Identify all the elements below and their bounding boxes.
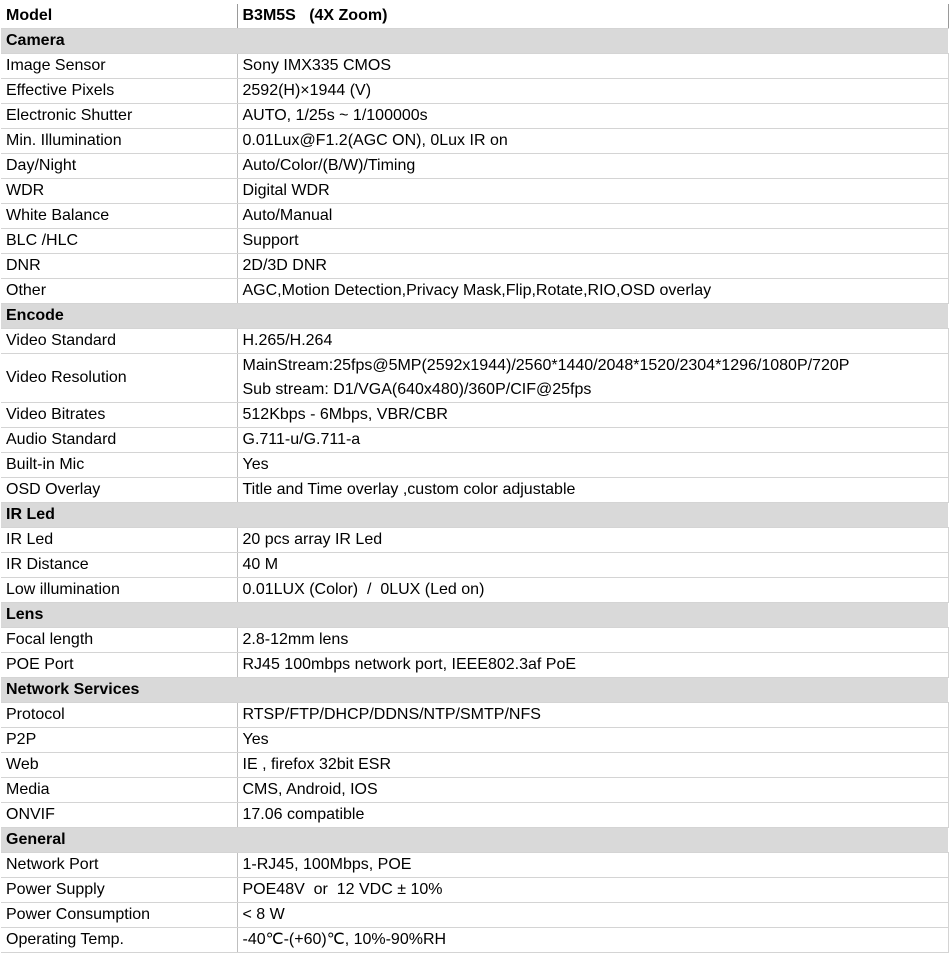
- spec-label: Network Port: [1, 853, 237, 878]
- spec-row-blc-hlc: [1, 229, 948, 254]
- spec-row-ir-distance: [1, 553, 948, 578]
- spec-value: POE48V or 12 VDC ± 10%: [237, 878, 948, 903]
- spec-label: Min. Illumination: [1, 129, 237, 154]
- section-header-ir-led: [1, 503, 948, 528]
- spec-row-media: [1, 778, 948, 803]
- spec-label: POE Port: [1, 653, 237, 678]
- spec-label: WDR: [1, 179, 237, 204]
- spec-row-white-balance: [1, 204, 948, 229]
- spec-row-onvif: [1, 803, 948, 828]
- spec-row-day-night: [1, 154, 948, 179]
- spec-label: Video Standard: [1, 329, 237, 354]
- spec-value: 512Kbps - 6Mbps, VBR/CBR: [237, 403, 948, 428]
- spec-label: Low illumination: [1, 578, 237, 603]
- section-header-lens: [1, 603, 948, 628]
- model-label: Model: [1, 4, 237, 29]
- spec-label: Power Supply: [1, 878, 237, 903]
- spec-table: [1, 4, 949, 953]
- spec-table-body: [1, 4, 948, 953]
- section-header-camera: [1, 29, 948, 54]
- spec-label: P2P: [1, 728, 237, 753]
- spec-label: IR Distance: [1, 553, 237, 578]
- spec-label: Video Resolution: [1, 354, 237, 403]
- section-header-general: [1, 828, 948, 853]
- section-title: General: [1, 828, 948, 853]
- spec-row-osd-overlay: [1, 478, 948, 503]
- spec-row-audio-standard: [1, 428, 948, 453]
- section-header-encode: [1, 304, 948, 329]
- spec-row-protocol: [1, 703, 948, 728]
- spec-value: < 8 W: [237, 903, 948, 928]
- spec-value: RJ45 100mbps network port, IEEE802.3af PoE: [237, 653, 948, 678]
- spec-row-video-standard: [1, 329, 948, 354]
- spec-row-network-port: [1, 853, 948, 878]
- spec-row-operating-temp: [1, 928, 948, 953]
- spec-value: Auto/Manual: [237, 204, 948, 229]
- spec-label: Other: [1, 279, 237, 304]
- spec-label: Electronic Shutter: [1, 104, 237, 129]
- spec-value: Sub stream: D1/VGA(640x480)/360P/CIF@25fps: [237, 378, 948, 403]
- spec-label: Built-in Mic: [1, 453, 237, 478]
- section-title: Encode: [1, 304, 948, 329]
- spec-row-low-illumination: [1, 578, 948, 603]
- spec-row-power-consumption: [1, 903, 948, 928]
- section-header-network-services: [1, 678, 948, 703]
- spec-value: CMS, Android, IOS: [237, 778, 948, 803]
- spec-value: MainStream:25fps@5MP(2592x1944)/2560*1440/2048*1520/2304*1296/1080P/720P: [237, 354, 948, 379]
- spec-row-power-supply: [1, 878, 948, 903]
- spec-row-poe-port: [1, 653, 948, 678]
- spec-label: Day/Night: [1, 154, 237, 179]
- spec-row-electronic-shutter: [1, 104, 948, 129]
- spec-value: 40 M: [237, 553, 948, 578]
- spec-row-video-resolution: [1, 354, 948, 379]
- section-title: Camera: [1, 29, 948, 54]
- spec-value: AUTO, 1/25s ~ 1/100000s: [237, 104, 948, 129]
- spec-label: Image Sensor: [1, 54, 237, 79]
- spec-label: Power Consumption: [1, 903, 237, 928]
- spec-row-p2p: [1, 728, 948, 753]
- spec-value: AGC,Motion Detection,Privacy Mask,Flip,Rotate,RIO,OSD overlay: [237, 279, 948, 304]
- spec-value: 2D/3D DNR: [237, 254, 948, 279]
- spec-value: 0.01LUX (Color) / 0LUX (Led on): [237, 578, 948, 603]
- spec-label: ONVIF: [1, 803, 237, 828]
- spec-value: 2592(H)×1944 (V): [237, 79, 948, 104]
- spec-value: Yes: [237, 453, 948, 478]
- spec-row-wdr: [1, 179, 948, 204]
- spec-label: Protocol: [1, 703, 237, 728]
- spec-label: White Balance: [1, 204, 237, 229]
- spec-value: 2.8-12mm lens: [237, 628, 948, 653]
- spec-row-image-sensor: [1, 54, 948, 79]
- spec-label: DNR: [1, 254, 237, 279]
- spec-row-min-illumination: [1, 129, 948, 154]
- spec-value: 17.06 compatible: [237, 803, 948, 828]
- spec-row-focal-length: [1, 628, 948, 653]
- spec-value: Sony IMX335 CMOS: [237, 54, 948, 79]
- spec-value: Digital WDR: [237, 179, 948, 204]
- spec-value: Yes: [237, 728, 948, 753]
- spec-label: OSD Overlay: [1, 478, 237, 503]
- spec-row-ir-led: [1, 528, 948, 553]
- spec-row-other: [1, 279, 948, 304]
- spec-value: 0.01Lux@F1.2(AGC ON), 0Lux IR on: [237, 129, 948, 154]
- spec-value: RTSP/FTP/DHCP/DDNS/NTP/SMTP/NFS: [237, 703, 948, 728]
- spec-label: Effective Pixels: [1, 79, 237, 104]
- spec-label: Operating Temp.: [1, 928, 237, 953]
- spec-value: Support: [237, 229, 948, 254]
- spec-row-video-bitrates: [1, 403, 948, 428]
- spec-row-built-in-mic: [1, 453, 948, 478]
- spec-value: -40℃-(+60)℃, 10%-90%RH: [237, 928, 948, 953]
- spec-row-dnr: [1, 254, 948, 279]
- spec-label: Web: [1, 753, 237, 778]
- section-title: Lens: [1, 603, 948, 628]
- spec-label: Video Bitrates: [1, 403, 237, 428]
- spec-label: Audio Standard: [1, 428, 237, 453]
- section-title: IR Led: [1, 503, 948, 528]
- spec-label: IR Led: [1, 528, 237, 553]
- model-value: B3M5S (4X Zoom): [237, 4, 948, 29]
- spec-value: 1-RJ45, 100Mbps, POE: [237, 853, 948, 878]
- spec-value: H.265/H.264: [237, 329, 948, 354]
- spec-label: Focal length: [1, 628, 237, 653]
- spec-row-effective-pixels: [1, 79, 948, 104]
- spec-value: 20 pcs array IR Led: [237, 528, 948, 553]
- spec-value: IE , firefox 32bit ESR: [237, 753, 948, 778]
- spec-value: Auto/Color/(B/W)/Timing: [237, 154, 948, 179]
- spec-label: BLC /HLC: [1, 229, 237, 254]
- spec-value: Title and Time overlay ,custom color adjustable: [237, 478, 948, 503]
- spec-label: Media: [1, 778, 237, 803]
- model-row: [1, 4, 948, 29]
- section-title: Network Services: [1, 678, 948, 703]
- spec-value: G.711-u/G.711-a: [237, 428, 948, 453]
- spec-row-web: [1, 753, 948, 778]
